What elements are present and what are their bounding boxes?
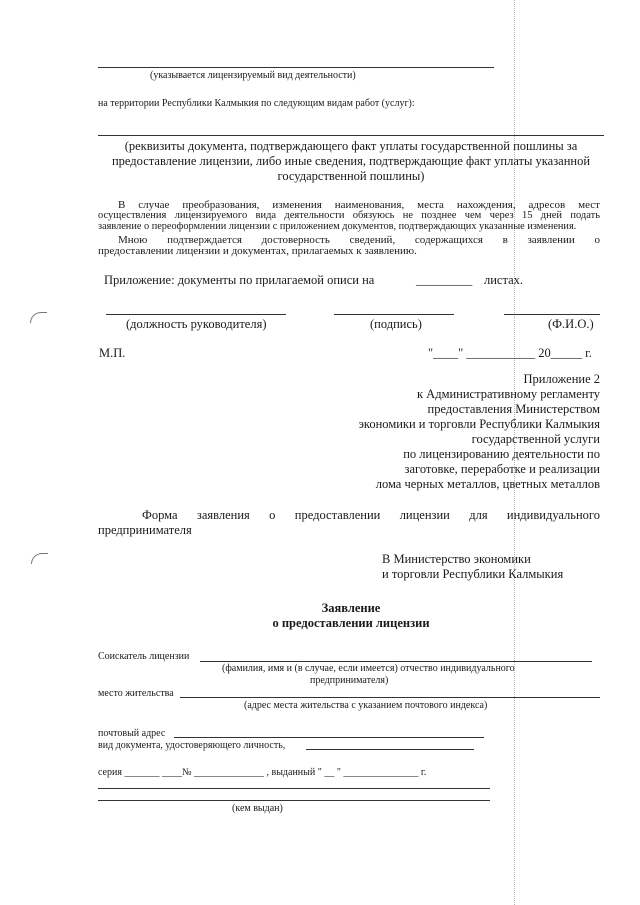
notice-line5: предоставлении лицензии и документах, прилагаемых к заявлению.: [98, 245, 417, 257]
postal-label: почтовый адрес: [98, 728, 166, 739]
form-title-line2: предпринимателя: [98, 523, 192, 537]
appendix-line7: заготовке, переработке и реализации: [404, 462, 600, 476]
territory-line: на территории Республики Калмыкия по следующим видам работ (услуг):: [98, 98, 415, 109]
date-field: "____" ___________ 20_____ г.: [428, 346, 592, 360]
scan-mark-top: [30, 312, 47, 323]
applicant-caption-line1: (фамилия, имя и (в случае, если имеется) отчество индивидуального: [222, 663, 515, 674]
attachment-text: Приложение: документы по прилагаемой описи на: [104, 273, 375, 287]
residence-line: [180, 697, 600, 698]
addressee-line1: В Министерство экономики: [382, 552, 531, 566]
stamp-label: М.П.: [99, 346, 126, 360]
appendix-line6: по лицензированию деятельности по: [403, 447, 600, 461]
fee-caption-line3: государственной пошлины): [277, 169, 425, 183]
fee-line: [98, 135, 604, 136]
fee-caption-line1: (реквизиты документа, подтверждающего факт уплаты государственной пошлины за: [124, 139, 578, 153]
form-title-line1: Форма заявления о предоставлении лицензии для индивидуального: [142, 508, 600, 522]
activity-line: [98, 67, 494, 68]
id-doc-line: [306, 749, 474, 750]
appendix-line1: Приложение 2: [523, 372, 600, 386]
residence-label: место жительства: [98, 688, 174, 699]
notice-line2: осуществления лицензируемого вида деятельности обязуюсь не позднее чем через 15 дней подать: [98, 210, 600, 221]
appendix-line3: предоставления Министерством: [427, 402, 600, 416]
residence-caption: (адрес места жительства с указанием почтового индекса): [244, 700, 488, 711]
appendix-line5: государственной услуги: [471, 432, 600, 446]
appendix-line4: экономики и торговли Республики Калмыкия: [358, 417, 600, 431]
position-caption: (должность руководителя): [126, 317, 267, 331]
appendix-line8: лома черных металлов, цветных металлов: [375, 477, 600, 491]
statement-title: Заявление: [321, 601, 381, 615]
applicant-caption-line2: предпринимателя): [310, 675, 389, 686]
scan-mark-bottom: [31, 553, 48, 564]
fio-line: [504, 314, 600, 315]
issued-line2: [98, 800, 490, 801]
issued-by-caption: (кем выдан): [232, 803, 283, 814]
applicant-line: [200, 661, 592, 662]
activity-caption: (указывается лицензируемый вид деятельности): [150, 70, 356, 81]
position-line: [106, 314, 286, 315]
id-doc-label: вид документа, удостоверяющего личность,: [98, 740, 286, 751]
notice-line3: заявление о переоформлении лицензии с приложением документов, подтверждающих указанные изменения.: [98, 221, 577, 232]
attachment-blank: _________: [416, 273, 473, 287]
series-line: серия _______ ____№ ______________ , выданный " __ " _______________ г.: [98, 767, 427, 778]
issued-line1: [98, 788, 490, 789]
attachment-suffix: листах.: [484, 273, 524, 287]
fio-caption: (Ф.И.О.): [548, 317, 594, 331]
appendix-line2: к Административному регламенту: [416, 387, 600, 401]
statement-subtitle: о предоставлении лицензии: [272, 616, 430, 630]
signature-line: [334, 314, 454, 315]
fee-caption-line2: предоставление лицензии, либо иные сведения, подтверждающие факт уплаты указанной: [111, 154, 591, 168]
addressee-line2: и торговли Республики Калмыкия: [382, 567, 564, 581]
notice-line1: В случае преобразования, изменения наименования, места нахождения, адресов мест: [118, 199, 600, 211]
signature-caption: (подпись): [370, 317, 422, 331]
postal-line: [174, 737, 484, 738]
applicant-label: Соискатель лицензии: [98, 651, 190, 662]
notice-line4: Мною подтверждается достоверность сведений, содержащихся в заявлении о: [118, 234, 600, 246]
